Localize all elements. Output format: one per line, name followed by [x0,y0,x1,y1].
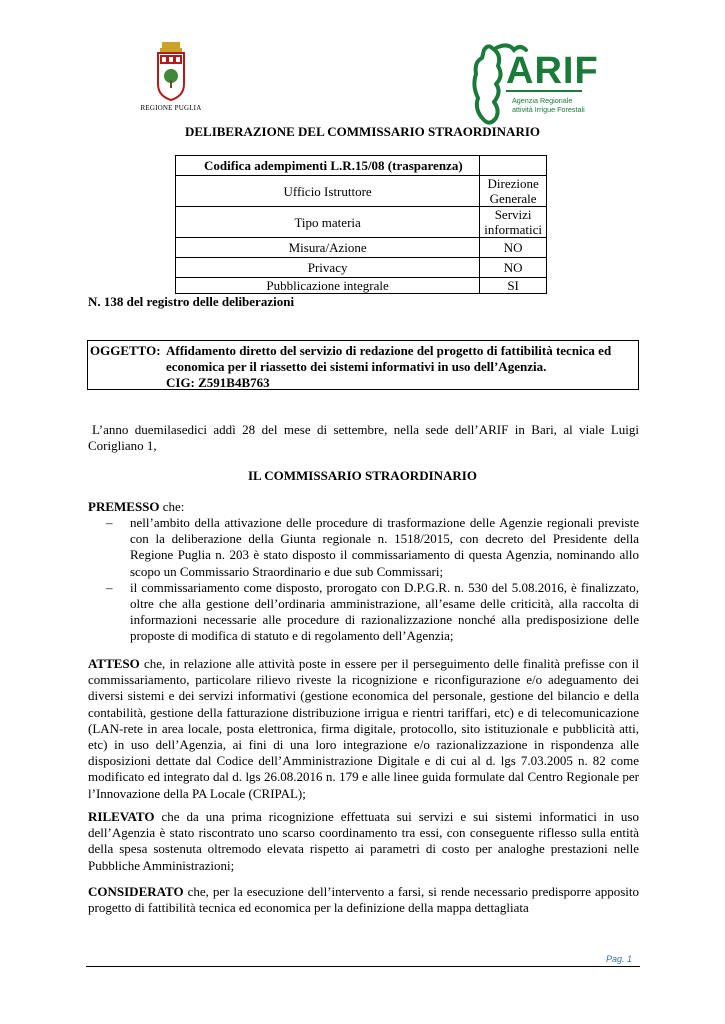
oggetto-line: Affidamento diretto del servizio di redazione del progetto di fattibilità tecnica ed [166,343,612,358]
table-cell-label: Ufficio Istruttore [176,176,480,207]
table-cell-value: NO [480,238,547,258]
arif-logo [468,40,599,128]
register-number: N. 138 del registro delle deliberazioni [88,294,295,309]
transparency-table [175,155,547,294]
regione-puglia-logo [136,40,206,120]
section-heading: IL COMMISSARIO STRAORDINARIO [248,468,477,483]
table-cell-value: Direzione Generale [480,176,547,207]
oggetto-line: economica per il riassetto dei sistemi informativi in uso dell’Agenzia. [166,359,547,374]
table-cell-label: Misura/Azione [176,238,480,258]
premesso-keyword: PREMESSO [88,499,160,514]
dash-bullet: – [106,515,113,530]
atteso-text: che, in relazione alle attività poste in essere per il perseguimento delle finalità prefisse con il commissariamento, particolare rilievo riveste la ricognizione e riconfigurazione e/o adeguamento dei diversi sistemi e dei servizi informativi (gestione economica del personale, gestione del bilancio e della contabilità, gestione della fatturazione distribuzione irrigua e rientri tariffari, etc) e di telecomunicazione (LAN-rete in area locale, posta elettronica, firma digitale, protocollo, sito istituzionale e pubblicità atti, etc) in uso dell’Agenzia, ai fini di una loro integrazione e/o razionalizzazione in rispondenza alle disposizioni dettate dal Codice dell’Amministrazione Digitale e di cui al d. lgs 7.03.2005 n. 82 come modificato ed integrato dal d. lgs 26.08.2016 n. 179 e alle linee guida formulate dal Centro Regionale per l’Innovazione della PA Locale (CRIPAL); [88,656,639,801]
premesso-suffix: che: [159,499,185,514]
dash-bullet: – [106,579,113,595]
regione-puglia-label: REGIONE PUGLIA [140,104,202,112]
oggetto-text [166,343,636,391]
arif-subtitle-line2: attività Irrigue Forestali [512,105,585,114]
transparency-table-header: Codifica adempimenti L.R.15/08 (trasparenza) [176,156,480,176]
table-cell-value: NO [480,258,547,278]
atteso-paragraph [88,656,639,802]
document-title: DELIBERAZIONE DEL COMMISSARIO STRAORDINARIO [184,124,541,139]
table-cell-value: SI [480,278,547,294]
considerato-keyword: CONSIDERATO [88,884,184,899]
list-item [88,580,639,645]
puglia-crest-icon [154,40,188,102]
oggetto-label: OGGETTO: [90,343,161,358]
page-number: Pag. 1 [606,954,633,964]
rilevato-keyword: RILEVATO [88,809,155,824]
considerato-paragraph [88,884,639,916]
table-cell [480,156,547,176]
premesso-heading [88,499,639,515]
list-item-text: il commissariamento come disposto, prorogato con D.P.G.R. n. 530 del 5.08.2016, è finalizzato, oltre che alla gestione dell’ordinaria amministrazione, all’esame delle criticità, alla raccolta di informazioni necessarie alle procedure di razionalizzazione nonché alla predisposizione delle proposte di modifica di statuto e di regolamento dell’Agenzia; [130,579,639,644]
table-cell-value: Servizi informatici [480,207,547,238]
rilevato-paragraph [88,809,639,874]
oggetto-cig: CIG: Z591B4B763 [166,375,270,390]
list-item-text: nell’ambito della attivazione delle procedure di trasformazione delle Agenzie regionali previste con la deliberazione della Giunta regionale n. 1518/2015, con decreto del Presidente della Regione Puglia n. 203 è stato disposto il commissariamento di questa Agenzia, nominando allo scopo un Commissario Straordinario e due sub Commissari; [130,515,639,579]
table-cell-label: Privacy [176,258,480,278]
arif-subtitle-line1: Agenzia Regionale [512,96,573,105]
list-item [88,515,639,580]
atteso-keyword: ATTESO [88,656,140,671]
footer-divider [86,966,640,967]
premesso-list [88,515,639,645]
considerato-text: che, per la esecuzione dell’intervento a farsi, si rende necessario predisporre apposito progetto di fattibilità tecnica ed economica per la definizione della mappa dettagliata [88,884,639,916]
table-cell-label: Tipo materia [176,207,480,238]
arif-wordmark: ARIF [506,50,599,92]
table-cell-label: Pubblicazione integrale [176,278,480,294]
intro-paragraph: L’anno duemilasedici addì 28 del mese di settembre, nella sede dell’ARIF in Bari, al viale Luigi Corigliano 1, [88,422,639,454]
oggetto-box [87,340,639,390]
rilevato-text: che da una prima ricognizione effettuata sui servizi e sui sistemi informatici in uso dell’Agenzia è stato riscontrato uno scarso coordinamento tra essi, con conseguente riflesso sulla entità della spesa sostenuta oltremodo elevata rispetto ai parametri di costo per analoghe prestazioni nelle Pubbliche Amministrazioni; [88,809,639,873]
